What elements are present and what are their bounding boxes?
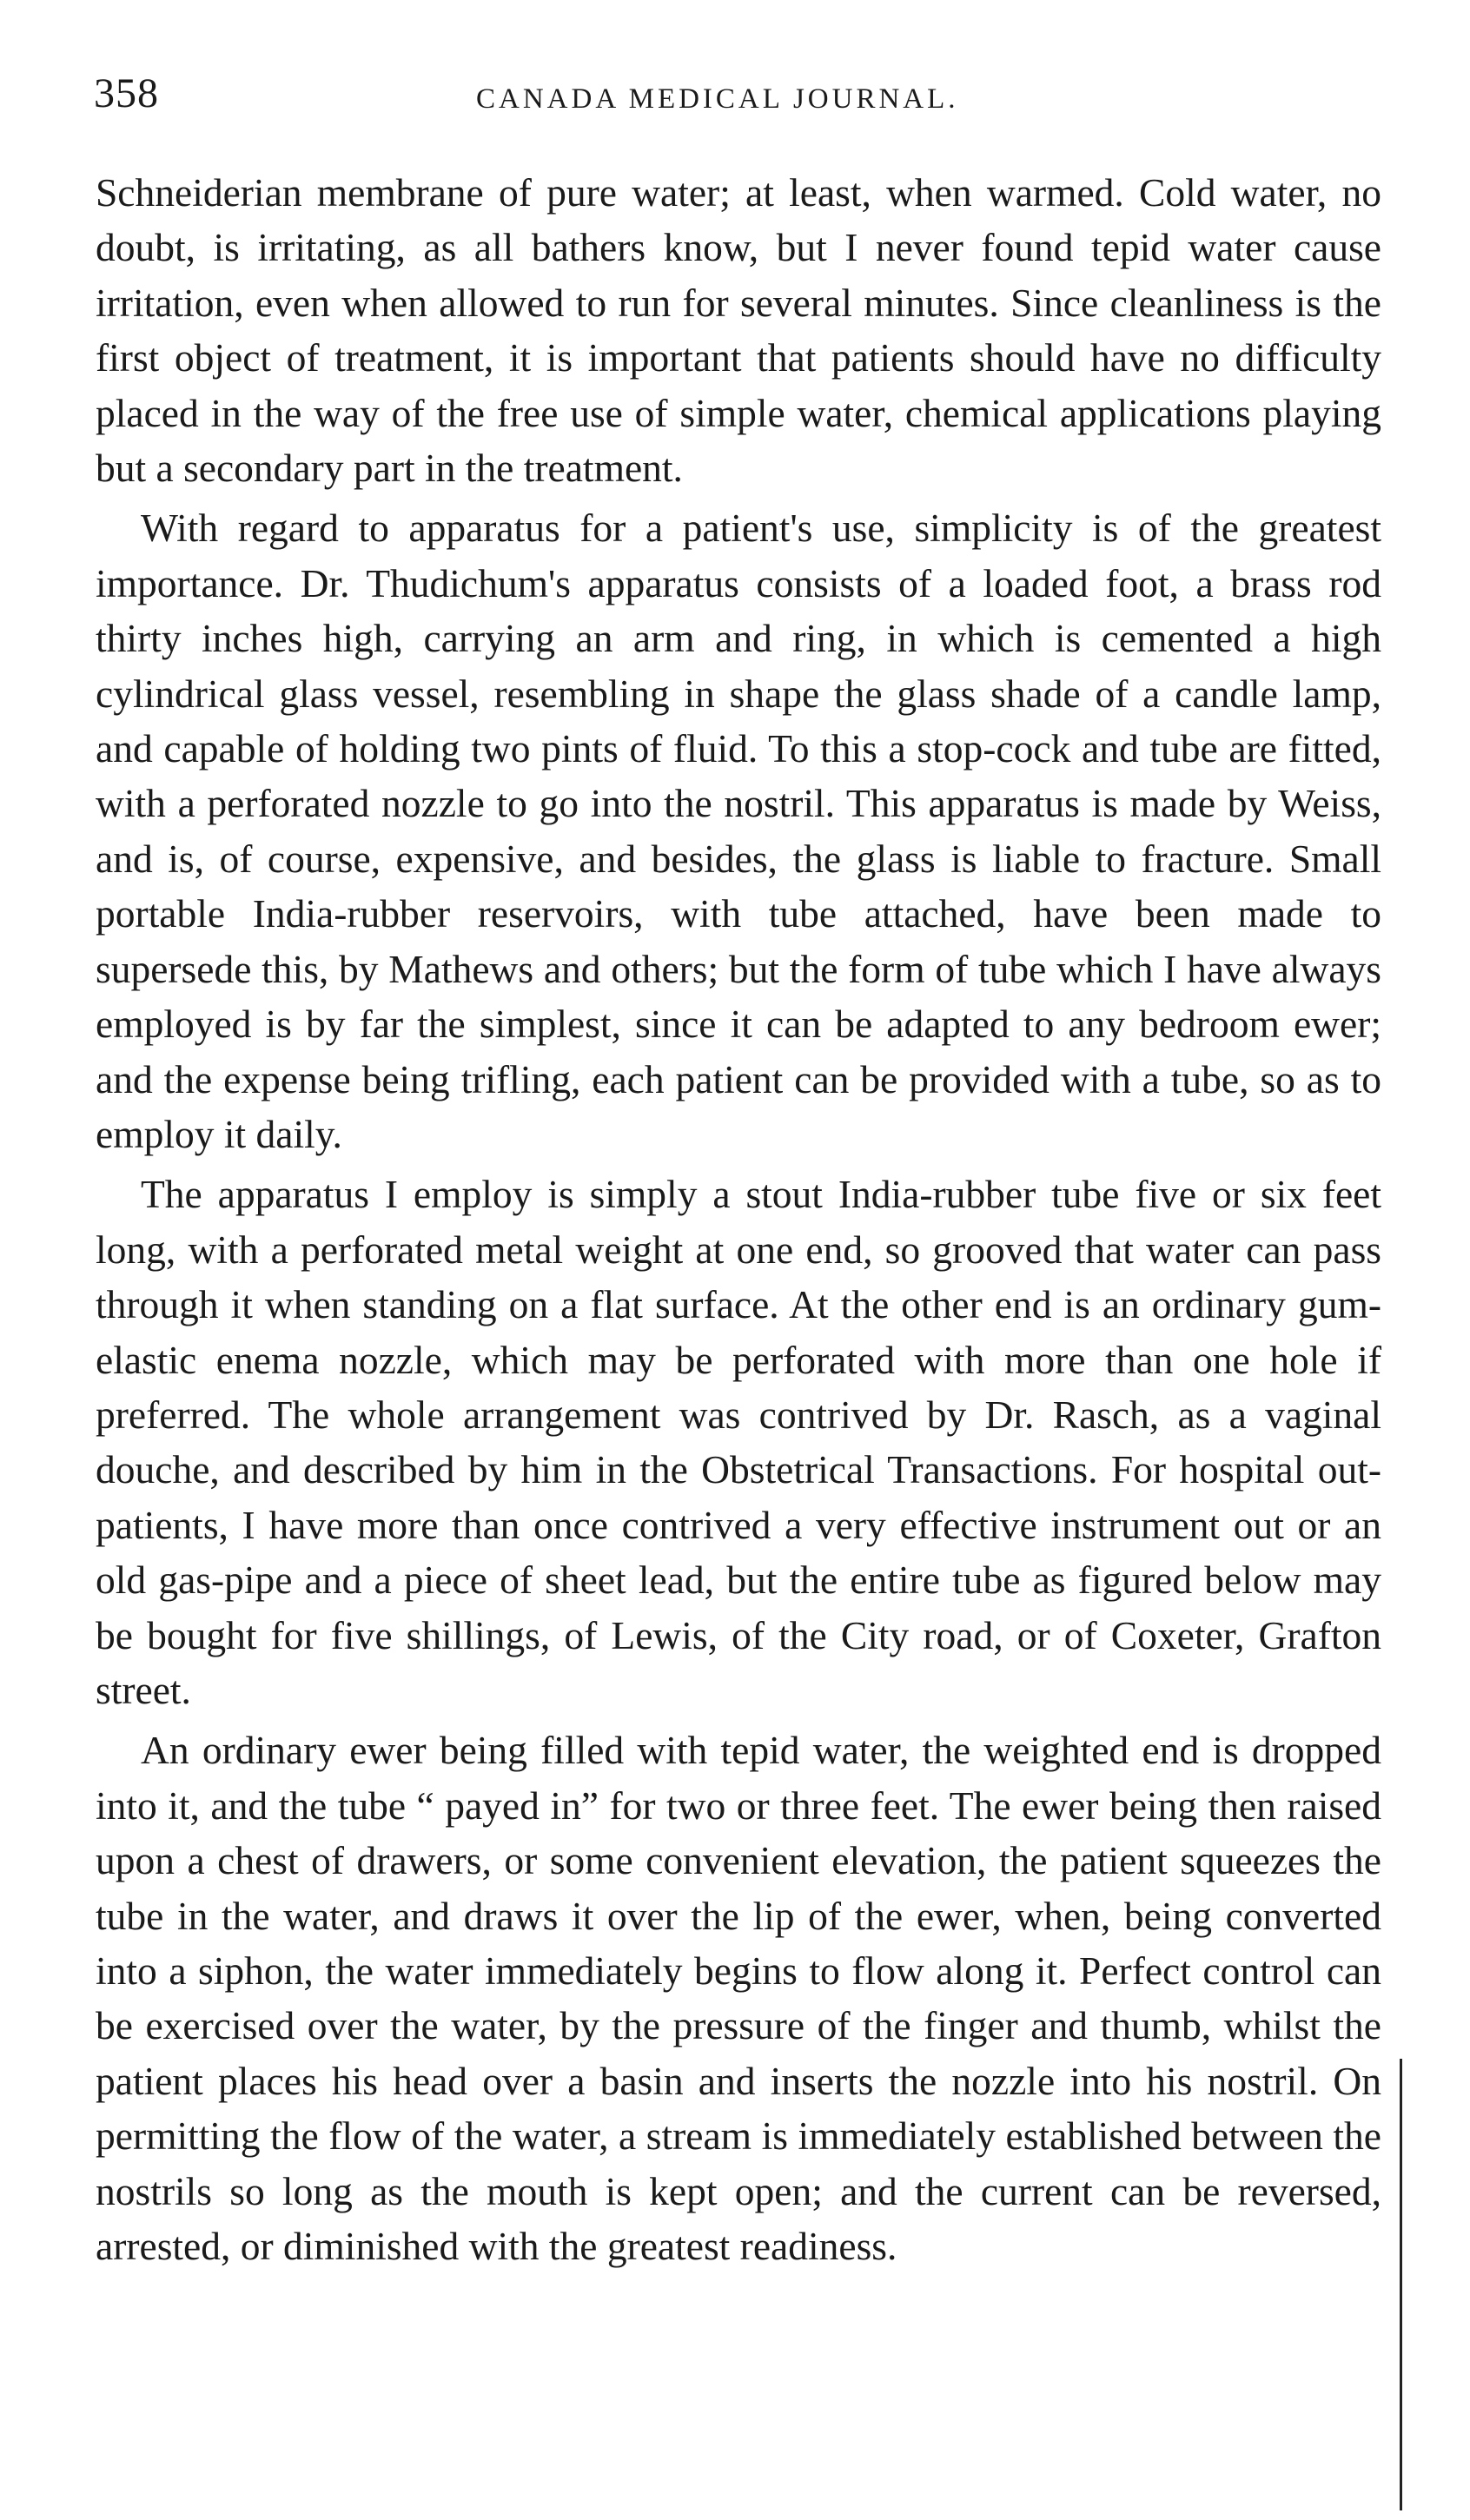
paragraph-ewer-siphon: An ordinary ewer being filled with tepid water, the weighted end is dropped into it, and the tube “ payed in” for two or three feet. The ewer being then raised upon a chest of drawers, or some convenient elevation, the patient squeezes the tube in the water, and draws it over the lip of the ewer, when, being converted into a siphon, the water immediately begins to flow along it. Perfect control can be exercised over the water, by the pressure of the finger and thumb, whilst the patient places his head over a basin and inserts the nozzle into his nostril. On permitting the flow of the water, a stream is immediately established between the nostrils so long as the mouth is kept open; and the current can be reversed, arrested, or diminished with the greatest readiness. <box>96 1728 1381 2269</box>
paragraph-apparatus-employ: The apparatus I employ is simply a stout India-rubber tube five or six feet long, with a perforated metal weight at one end, so grooved that water can pass through it when standing on a flat surface. At the other end is an ordinary gum-elastic enema nozzle, which may be perforated with more than one hole if preferred. The whole arrangement was contrived by Dr. Rasch, as a vaginal douche, and described by him in the Obstetrical Transactions. For hospital out-patients, I have more than once contrived a very effective instrument out or an old gas-pipe and a piece of sheet lead, but the entire tube as figured below may be bought for five shillings, of Lewis, of the City road, or of Coxeter, Grafton street. <box>96 1172 1381 1712</box>
page-number: 358 <box>94 70 159 116</box>
article-body <box>96 165 1381 2273</box>
page-header <box>94 68 1397 137</box>
running-head: CANADA MEDICAL JOURNAL. <box>476 83 959 115</box>
margin-rule <box>1400 2059 1402 2510</box>
paragraph-apparatus-regard: With regard to apparatus for a patient's use, simplicity is of the greatest importance. Dr. Thudichum's apparatus consists of a loaded foot, a brass rod thirty inches high, carrying an arm and ring, in which is cemented a high cylindrical glass vessel, resembling in shape the glass shade of a candle lamp, and capable of holding two pints of fluid. To this a stop-cock and tube are fitted, with a perforated nozzle to go into the nostril. This apparatus is made by Weiss, and is, of course, expensive, and besides, the glass is liable to fracture. Small portable India-rubber reservoirs, with tube attached, have been made to supersede this, by Mathews and others; but the form of tube which I have always employed is by far the simplest, since it can be adapted to any bedroom ewer; and the expense being trifling, each patient can be provided with a tube, so as to employ it daily. <box>96 506 1381 1156</box>
paragraph-continuation: Schneiderian membrane of pure water; at least, when warmed. Cold water, no doubt, is irritating, as all bathers know, but I never found tepid water cause irritation, even when allowed to run for several minutes. Since cleanliness is the first object of treatment, it is important that patients should have no difficulty placed in the way of the free use of simple water, chemical applications playing but a secondary part in the treatment. <box>96 170 1381 491</box>
